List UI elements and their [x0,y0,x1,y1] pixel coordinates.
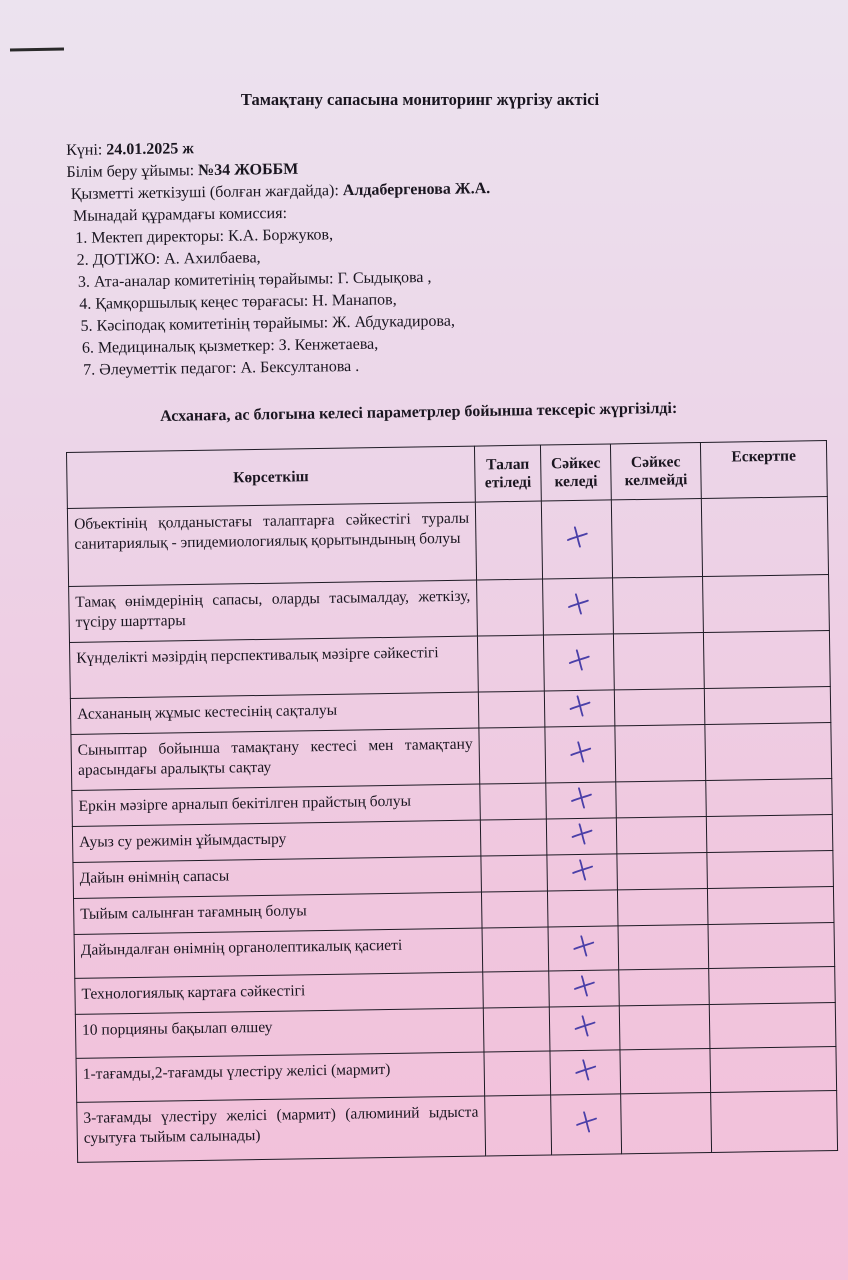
commission-member: 1. Мектеп директоры: К.А. Боржуков, [75,226,334,247]
plus-mark-icon [568,820,595,847]
plus-mark-icon [572,1056,599,1083]
plus-mark-icon [570,972,597,999]
compliant-cell [543,578,614,635]
noncompliant-cell [616,816,707,853]
compliant-cell [544,690,615,727]
plus-mark-icon [570,932,597,959]
indicator-cell: Асхананың жұмыс кестесінің сақталуы [70,692,479,734]
compliant-cell [550,1050,621,1095]
provider-value: Алдабергенова Ж.А. [342,180,491,200]
plus-mark-icon [563,524,590,551]
noncompliant-cell [619,1004,710,1049]
plus-mark-icon [564,591,591,618]
compliant-cell [547,890,618,927]
header-compliant: Сәйкес келеді [540,444,611,501]
date-label: Күні: [66,141,107,159]
note-cell [706,779,833,817]
commission-member: 7. Әлеуметтік педагог: А. Бексултанова . [83,357,360,379]
noncompliant-cell [616,780,707,817]
note-cell [710,1046,837,1092]
document-info [66,134,493,382]
noncompliant-cell [621,1092,712,1153]
required-cell [482,927,549,972]
note-cell [706,815,833,853]
required-cell [485,1095,552,1156]
compliant-cell [543,634,614,691]
compliant-cell [541,500,612,579]
noncompliant-cell [619,968,710,1005]
monitoring-table [66,440,838,1163]
compliant-cell [545,726,616,783]
required-cell [481,891,548,928]
plus-mark-icon [573,1108,600,1135]
document-title: Тамақтану сапасына мониторинг жүргізу актісі [240,90,600,109]
required-cell [483,971,550,1008]
note-cell [703,575,830,633]
monitoring-table-wrap [66,440,837,1163]
header-noncompliant: Сәйкес келмейді [610,443,701,500]
note-cell [707,886,834,924]
commission-member: 3. Ата-аналар комитетінің төрайымы: Г. Сыдықова , [77,268,432,291]
org-label: Білім беру ұйымы: [66,162,199,181]
indicator-cell: Объектінің қолданыстағы талаптарға сәйкестігі туралы санитариялық - эпидемиологиялық қорытындының болуы [67,502,476,586]
note-cell [711,1090,838,1152]
required-cell [478,691,545,728]
plus-mark-icon [567,739,594,766]
plus-mark-icon [568,784,595,811]
noncompliant-cell [618,924,709,969]
commission-member: 4. Қамқоршылық кеңес төрағасы: Н. Манапов, [79,291,397,313]
indicator-cell: 3-тағамды үлестіру желісі (мармит) (алюминий ыдыста суытуға тыйым салынады) [77,1096,486,1162]
indicator-cell: Сыныптар бойынша тамақтану кестесі мен тамақтану арасындағы аралықты сақтау [71,728,480,790]
required-cell [484,1051,551,1096]
required-cell [480,819,547,856]
indicator-cell: 10 порцияны бақылап өлшеу [75,1008,484,1058]
table-row [67,497,828,587]
indicator-cell: Тамақ өнімдерінің сапасы, оларды тасымалдау, жеткізу, түсіру шарттары [69,580,478,642]
plus-mark-icon [569,856,596,883]
compliant-cell [547,854,618,891]
noncompliant-cell [617,852,708,889]
plus-mark-icon [566,693,593,720]
compliant-cell [549,1006,620,1051]
compliant-cell [551,1094,622,1155]
plus-mark-icon [565,647,592,674]
note-cell [709,1002,836,1048]
noncompliant-cell [613,577,704,634]
header-note: Ескертпе [700,441,827,499]
required-cell [475,501,542,580]
indicator-cell: Еркін мәзірге арналып бекітілген прайстың болуы [72,784,481,826]
plus-mark-icon [571,1012,598,1039]
commission-member: 5. Кәсіподақ комитетінің төрайымы: Ж. Абдукадирова, [80,312,456,335]
noncompliant-cell [615,724,706,781]
required-cell [479,727,546,784]
date-value: 24.01.2025 ж [106,140,194,159]
indicator-cell: Күнделікті мәзірдің перспективалық мәзірге сәйкестігі [69,636,478,698]
indicator-cell: Тыйым салынған тағамның болуы [74,892,483,934]
commission-member: 6. Медициналық қызметкер: З. Кенжетаева, [81,335,379,357]
noncompliant-cell [613,633,704,690]
noncompliant-cell [614,689,705,726]
header-required: Талап етіледі [474,445,541,502]
commission-list [67,222,493,382]
provider-label: Қызметті жеткізуші (болған жағдайда): [70,182,343,203]
required-cell [481,855,548,892]
note-cell [703,631,830,689]
check-title: Асханаға, ас блогына келесі параметрлер бойынша тексеріс жүргізілді: [160,399,678,425]
compliant-cell [546,782,617,819]
noncompliant-cell [611,499,702,578]
required-cell [483,1007,550,1052]
table-row [77,1090,838,1162]
note-cell [705,723,832,781]
noncompliant-cell [620,1048,711,1093]
indicator-cell: Дайын өнімнің сапасы [73,856,482,898]
required-cell [477,579,544,636]
indicator-cell: Дайындалған өнімнің органолептикалық қасиеті [74,928,483,978]
compliant-cell [549,970,620,1007]
note-cell [707,851,834,889]
commission-member: 2. ДОТІЖО: А. Ахилбаева, [76,249,261,269]
note-cell [709,966,836,1004]
note-cell [704,687,831,725]
indicator-cell: Ауыз су режимін ұйымдастыру [72,820,481,862]
org-value: №34 ЖОББМ [197,160,299,180]
noncompliant-cell [617,888,708,925]
pen-mark [10,48,64,52]
header-indicator: Көрсеткіш [67,446,476,508]
compliant-cell [546,818,617,855]
required-cell [477,635,544,692]
note-cell [708,922,835,968]
compliant-cell [548,926,619,971]
required-cell [480,783,547,820]
indicator-cell: Технологиялық картаға сәйкестігі [75,972,484,1014]
note-cell [701,497,828,577]
commission-label: Мынадай құрамдағы комиссия: [72,204,288,225]
indicator-cell: 1-тағамды,2-тағамды үлестіру желісі (мармит) [76,1052,485,1102]
